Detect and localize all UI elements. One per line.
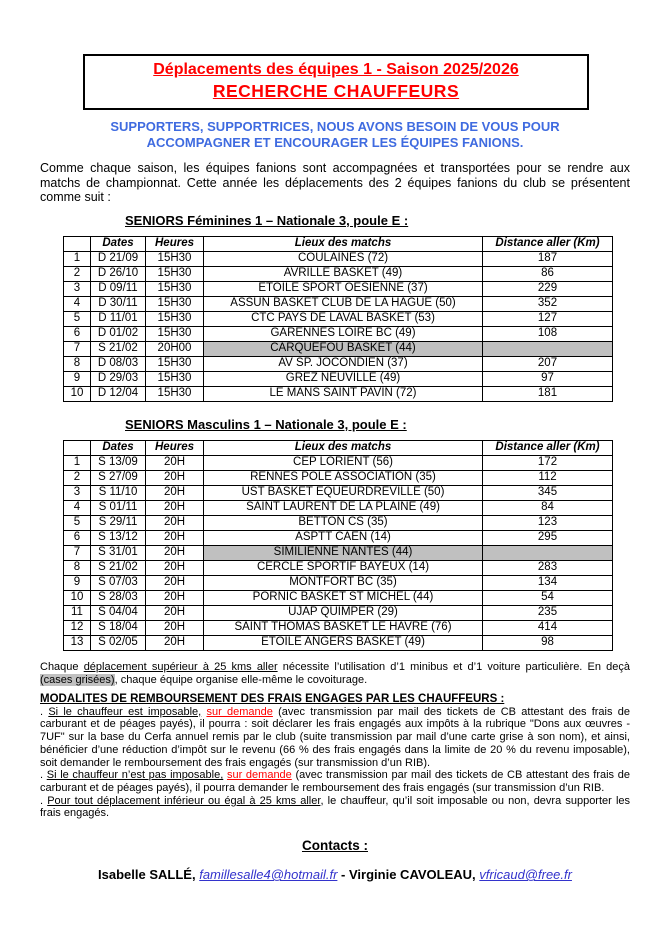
document-title: Déplacements des équipes 1 - Saison 2025/2026 bbox=[153, 61, 519, 78]
contact-separator: - bbox=[341, 867, 346, 883]
table-row bbox=[64, 455, 613, 470]
match-date: D 08/03 bbox=[91, 356, 146, 371]
col-header-heures: Heures bbox=[146, 236, 204, 251]
match-venue: GREZ NEUVILLE (49) bbox=[204, 371, 483, 386]
match-venue: ETOILE ANGERS BASKET (49) bbox=[204, 635, 483, 650]
match-venue: CEP LORIENT (56) bbox=[204, 455, 483, 470]
match-time: 20H bbox=[146, 455, 204, 470]
contact-name-virginie: Virginie CAVOLEAU, bbox=[349, 867, 476, 883]
match-date: S 27/09 bbox=[91, 470, 146, 485]
match-distance: 97 bbox=[483, 371, 613, 386]
table-row bbox=[64, 620, 613, 635]
text-segment-plain: (avec transmission par mail des tickets de CB attestant des frais de carburant et de péages payés), il pourra : soit déclarer les frais engagés aux impôts à la rubrique "Dons aux œuvres - 7UF" sur la base du Cerfa annuel remis par le club (suite transmission par mail d’une carte grise à son nom), et ainsi, bénéficier d’une réduction d’impôt sur le revenu (66 % des frais engagés dans la limite de 20 % du revenu imposable), soit demander le remboursement des frais engagés (sur transmission d’un RIB). bbox=[40, 705, 630, 769]
text-segment-plain: Chaque bbox=[40, 660, 84, 673]
match-distance: 207 bbox=[483, 356, 613, 371]
match-date: S 28/03 bbox=[91, 590, 146, 605]
document-subtitle: RECHERCHE CHAUFFEURS bbox=[212, 81, 460, 101]
text-segment-plain: . bbox=[40, 794, 48, 807]
row-number: 12 bbox=[64, 620, 91, 635]
table-row bbox=[64, 371, 613, 386]
table-row bbox=[64, 251, 613, 266]
match-venue: CARQUEFOU BASKET (44) bbox=[204, 341, 483, 356]
match-venue: SAINT THOMAS BASKET LE HAVRE (76) bbox=[204, 620, 483, 635]
feminines-schedule-table bbox=[63, 236, 613, 402]
match-date: S 31/01 bbox=[91, 545, 146, 560]
match-distance bbox=[483, 341, 613, 356]
row-number: 2 bbox=[64, 470, 91, 485]
match-venue: ASSUN BASKET CLUB DE LA HAGUE (50) bbox=[204, 296, 483, 311]
match-distance: 108 bbox=[483, 326, 613, 341]
match-time: 15H30 bbox=[146, 311, 204, 326]
match-time: 20H00 bbox=[146, 341, 204, 356]
text-segment-plain: . bbox=[40, 705, 49, 718]
table-row bbox=[64, 266, 613, 281]
match-distance: 295 bbox=[483, 530, 613, 545]
match-distance: 283 bbox=[483, 560, 613, 575]
match-venue: COULAINES (72) bbox=[204, 251, 483, 266]
row-number: 3 bbox=[64, 281, 91, 296]
match-time: 15H30 bbox=[146, 281, 204, 296]
col-header-num bbox=[64, 236, 91, 251]
text-segment-underline: déplacement supérieur à 25 kms aller bbox=[83, 660, 278, 673]
text-segment-grey-highlight: (cases grisées) bbox=[40, 673, 115, 686]
table-row bbox=[64, 605, 613, 620]
match-date: S 04/04 bbox=[91, 605, 146, 620]
text-segment-underline: Si le chauffeur est imposable, bbox=[48, 705, 202, 718]
match-time: 20H bbox=[146, 500, 204, 515]
match-distance: 86 bbox=[483, 266, 613, 281]
match-venue: SIMILIENNE NANTES (44) bbox=[204, 545, 483, 560]
match-distance: 134 bbox=[483, 575, 613, 590]
match-venue: SAINT LAURENT DE LA PLAINE (49) bbox=[204, 500, 483, 515]
match-date: S 07/03 bbox=[91, 575, 146, 590]
table-row bbox=[64, 500, 613, 515]
email-link-famillesalle4[interactable]: famillesalle4@hotmail.fr bbox=[199, 867, 338, 883]
match-date: D 11/01 bbox=[91, 311, 146, 326]
match-distance: 345 bbox=[483, 485, 613, 500]
match-distance: 172 bbox=[483, 455, 613, 470]
title-box bbox=[83, 54, 589, 110]
text-segment-plain: . bbox=[40, 769, 47, 782]
match-time: 20H bbox=[146, 515, 204, 530]
match-time: 20H bbox=[146, 545, 204, 560]
text-segment-plain: (avec transmission par mail des tickets de CB attestant des frais de carburant et de péages payés), il pourra demander le remboursement des frais engagés (sur transmission d’un RIB. bbox=[40, 769, 630, 794]
match-time: 20H bbox=[146, 575, 204, 590]
row-number: 6 bbox=[64, 326, 91, 341]
match-venue: AV SP. JOCONDIEN (37) bbox=[204, 356, 483, 371]
col-header-distance-aller-km-: Distance aller (Km) bbox=[483, 440, 613, 455]
match-time: 15H30 bbox=[146, 326, 204, 341]
callout-line-1: SUPPORTERS, SUPPORTRICES, NOUS AVONS BESOIN DE VOUS POUR bbox=[110, 119, 560, 134]
col-header-num bbox=[64, 440, 91, 455]
match-distance: 414 bbox=[483, 620, 613, 635]
row-number: 4 bbox=[64, 500, 91, 515]
row-number: 8 bbox=[64, 560, 91, 575]
match-date: D 01/02 bbox=[91, 326, 146, 341]
match-venue: BETTON CS (35) bbox=[204, 515, 483, 530]
row-number: 10 bbox=[64, 386, 91, 401]
match-date: D 09/11 bbox=[91, 281, 146, 296]
text-segment-underline: Pour tout déplacement inférieur ou égal à 25 kms aller bbox=[47, 794, 321, 807]
table-row bbox=[64, 560, 613, 575]
match-time: 15H30 bbox=[146, 356, 204, 371]
match-distance: 181 bbox=[483, 386, 613, 401]
row-number: 13 bbox=[64, 635, 91, 650]
text-segment-plain: nécessite l’utilisation d’1 minibus et d’1 voiture particulière. En deçà bbox=[277, 660, 630, 673]
match-time: 15H30 bbox=[146, 386, 204, 401]
match-date: S 13/09 bbox=[91, 455, 146, 470]
match-time: 20H bbox=[146, 560, 204, 575]
table-row bbox=[64, 296, 613, 311]
match-distance bbox=[483, 545, 613, 560]
contact-line bbox=[40, 867, 630, 882]
row-number: 1 bbox=[64, 251, 91, 266]
modalites-paragraph-non-imposable bbox=[40, 769, 630, 794]
email-link-vfricaud[interactable]: vfricaud@free.fr bbox=[479, 867, 572, 883]
table-row bbox=[64, 356, 613, 371]
match-venue: LE MANS SAINT PAVIN (72) bbox=[204, 386, 483, 401]
row-number: 8 bbox=[64, 356, 91, 371]
match-date: S 02/05 bbox=[91, 635, 146, 650]
row-number: 9 bbox=[64, 575, 91, 590]
intro-paragraph: Comme chaque saison, les équipes fanions sont accompagnées et transportées pour se rendre aux matchs de championnat. Cette année les déplacements des 2 équipes fanions du club se présentent comme suit : bbox=[40, 161, 630, 205]
section-heading-masculins: SENIORS Masculins 1 – Nationale 3, poule E : bbox=[125, 416, 407, 432]
match-time: 15H30 bbox=[146, 251, 204, 266]
match-time: 15H30 bbox=[146, 296, 204, 311]
match-time: 15H30 bbox=[146, 371, 204, 386]
modalites-paragraph-inferieur-25km bbox=[40, 795, 630, 820]
match-distance: 352 bbox=[483, 296, 613, 311]
row-number: 4 bbox=[64, 296, 91, 311]
match-time: 20H bbox=[146, 605, 204, 620]
row-number: 7 bbox=[64, 341, 91, 356]
col-header-dates: Dates bbox=[91, 236, 146, 251]
match-venue: UST BASKET EQUEURDREVILLE (50) bbox=[204, 485, 483, 500]
text-segment-plain: , chaque équipe organise elle-même le covoiturage. bbox=[114, 673, 368, 686]
text-segment-red-underline: sur demande bbox=[206, 705, 273, 718]
match-distance: 112 bbox=[483, 470, 613, 485]
match-venue: UJAP QUIMPER (29) bbox=[204, 605, 483, 620]
table-row bbox=[64, 515, 613, 530]
callout-line-2: ACCOMPAGNER ET ENCOURAGER LES ÉQUIPES FANIONS. bbox=[146, 135, 524, 150]
match-distance: 84 bbox=[483, 500, 613, 515]
match-distance: 235 bbox=[483, 605, 613, 620]
match-date: D 29/03 bbox=[91, 371, 146, 386]
table-row bbox=[64, 311, 613, 326]
table-row bbox=[64, 545, 613, 560]
table-header-row bbox=[64, 236, 613, 251]
modalites-paragraph-imposable bbox=[40, 706, 630, 770]
text-segment-underline: Si le chauffeur n’est pas imposable, bbox=[46, 769, 224, 782]
masculins-schedule-table bbox=[63, 440, 613, 651]
match-venue: AVRILLÉ BASKET (49) bbox=[204, 266, 483, 281]
match-venue: ASPTT CAEN (14) bbox=[204, 530, 483, 545]
match-venue: ETOILE SPORT OESIENNE (37) bbox=[204, 281, 483, 296]
table-row bbox=[64, 590, 613, 605]
table-row bbox=[64, 386, 613, 401]
match-date: D 26/10 bbox=[91, 266, 146, 281]
match-date: D 12/04 bbox=[91, 386, 146, 401]
col-header-lieux-des-matchs: Lieux des matchs bbox=[204, 440, 483, 455]
match-venue: RENNES POLE ASSOCIATION (35) bbox=[204, 470, 483, 485]
match-time: 20H bbox=[146, 485, 204, 500]
match-date: S 01/11 bbox=[91, 500, 146, 515]
row-number: 5 bbox=[64, 311, 91, 326]
match-distance: 98 bbox=[483, 635, 613, 650]
col-header-lieux-des-matchs: Lieux des matchs bbox=[204, 236, 483, 251]
match-distance: 127 bbox=[483, 311, 613, 326]
row-number: 7 bbox=[64, 545, 91, 560]
supporters-callout bbox=[40, 119, 630, 151]
row-number: 11 bbox=[64, 605, 91, 620]
col-header-dates: Dates bbox=[91, 440, 146, 455]
table-row bbox=[64, 341, 613, 356]
match-venue: CERCLE SPORTIF BAYEUX (14) bbox=[204, 560, 483, 575]
table-row bbox=[64, 470, 613, 485]
match-venue: CTC PAYS DE LAVAL BASKET (53) bbox=[204, 311, 483, 326]
match-date: S 21/02 bbox=[91, 341, 146, 356]
row-number: 10 bbox=[64, 590, 91, 605]
match-time: 20H bbox=[146, 530, 204, 545]
contact-name-isabelle: Isabelle SALLÉ, bbox=[98, 867, 196, 883]
col-header-heures: Heures bbox=[146, 440, 204, 455]
match-time: 15H30 bbox=[146, 266, 204, 281]
match-time: 20H bbox=[146, 470, 204, 485]
match-distance: 229 bbox=[483, 281, 613, 296]
row-number: 2 bbox=[64, 266, 91, 281]
row-number: 1 bbox=[64, 455, 91, 470]
match-venue: MONTFORT BC (35) bbox=[204, 575, 483, 590]
table-row bbox=[64, 530, 613, 545]
text-segment-plain: , le chauffeur, qu’il soit imposable ou non, devra supporter les frais engagés. bbox=[40, 794, 631, 820]
contacts-heading: Contacts : bbox=[301, 838, 368, 854]
carpool-note bbox=[40, 661, 630, 687]
match-time: 20H bbox=[146, 620, 204, 635]
row-number: 5 bbox=[64, 515, 91, 530]
text-segment-red-underline: sur demande bbox=[226, 769, 292, 782]
match-date: S 21/02 bbox=[91, 560, 146, 575]
match-time: 20H bbox=[146, 635, 204, 650]
table-row bbox=[64, 281, 613, 296]
match-distance: 187 bbox=[483, 251, 613, 266]
match-date: S 29/11 bbox=[91, 515, 146, 530]
match-venue: PORNIC BASKET ST MICHEL (44) bbox=[204, 590, 483, 605]
row-number: 6 bbox=[64, 530, 91, 545]
table-row bbox=[64, 485, 613, 500]
match-time: 20H bbox=[146, 590, 204, 605]
row-number: 9 bbox=[64, 371, 91, 386]
match-date: S 11/10 bbox=[91, 485, 146, 500]
table-header-row bbox=[64, 440, 613, 455]
section-heading-feminines: SENIORS Féminines 1 – Nationale 3, poule E : bbox=[125, 212, 409, 228]
col-header-distance-aller-km-: Distance aller (Km) bbox=[483, 236, 613, 251]
table-row bbox=[64, 575, 613, 590]
row-number: 3 bbox=[64, 485, 91, 500]
match-date: D 30/11 bbox=[91, 296, 146, 311]
match-date: S 18/04 bbox=[91, 620, 146, 635]
match-distance: 54 bbox=[483, 590, 613, 605]
modalites-heading: MODALITES DE REMBOURSEMENT DES FRAIS ENGAGES PAR LES CHAUFFEURS : bbox=[40, 692, 505, 705]
match-date: S 13/12 bbox=[91, 530, 146, 545]
match-venue: GARENNES LOIRE BC (49) bbox=[204, 326, 483, 341]
match-date: D 21/09 bbox=[91, 251, 146, 266]
table-row bbox=[64, 326, 613, 341]
match-distance: 123 bbox=[483, 515, 613, 530]
table-row bbox=[64, 635, 613, 650]
